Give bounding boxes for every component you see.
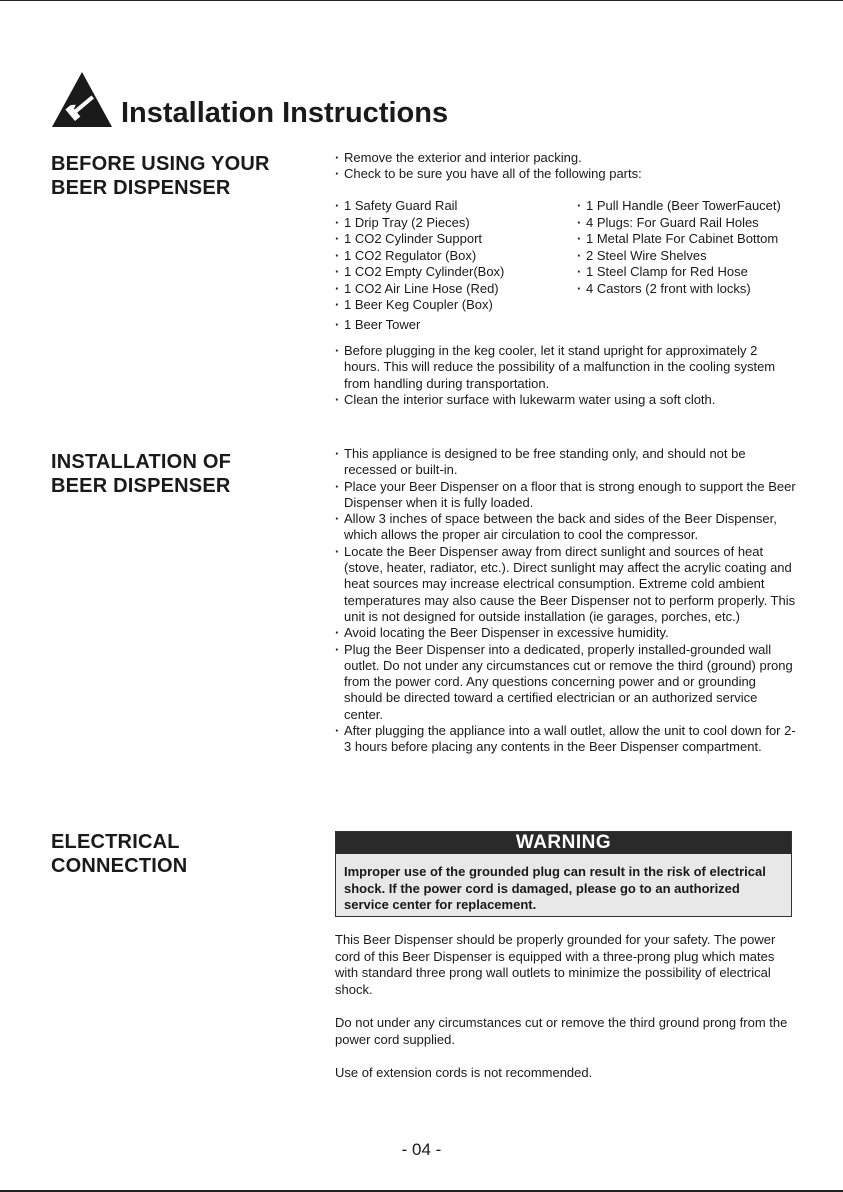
list-item: · 1 CO2 Air Line Hose (Red) [335, 281, 504, 298]
list-item: · 1 Drip Tray (2 Pieces) [335, 215, 504, 232]
list-item: · 1 Steel Clamp for Red Hose [577, 264, 781, 281]
list-item: · Allow 3 inches of space between the back and sides of the Beer Dispenser, which allows the proper air circulation to cool the compressor. [335, 511, 797, 544]
section-heading-electrical: ELECTRICAL CONNECTION [51, 831, 188, 877]
warning-text: Improper use of the grounded plug can result in the risk of electrical shock. If the power cord is damaged, please go to an authorized service center for replacement. [344, 864, 766, 912]
electrical-paragraph: Use of extension cords is not recommended. [335, 1065, 593, 1080]
before-using-notes [335, 343, 795, 408]
list-item: · 1 CO2 Empty Cylinder(Box) [335, 264, 504, 281]
list-item: · Place your Beer Dispenser on a floor that is strong enough to support the Beer Dispenser when it is fully loaded. [335, 479, 797, 512]
parts-list-left [335, 198, 504, 333]
list-item: · 1 Safety Guard Rail [335, 198, 504, 215]
list-item: · After plugging the appliance into a wall outlet, allow the unit to cool down for 2-3 hours before placing any contents in the Beer Dispenser compartment. [335, 723, 797, 756]
section-heading-installation: INSTALLATION OF BEER DISPENSER [51, 451, 232, 497]
list-item: · 4 Plugs: For Guard Rail Holes [577, 215, 781, 232]
parts-list-right [577, 198, 781, 297]
warning-title: WARNING [336, 832, 791, 854]
list-item: · This appliance is designed to be free standing only, and should not be recessed or built-in. [335, 446, 797, 479]
list-item: · Locate the Beer Dispenser away from direct sunlight and sources of heat (stove, heater, radiator, etc.). Direct sunlight may affect the acrylic coating and heat sources may increase electrical consumption. Extreme cold ambient temperatures may also cause the Beer Dispenser not to perform properly. This unit is not designed for outside installation (ie garages, porches, etc.) [335, 544, 797, 625]
warning-box [335, 831, 792, 917]
list-item: · Remove the exterior and interior packing. [335, 150, 795, 166]
list-item: · 1 CO2 Regulator (Box) [335, 248, 504, 265]
list-item: · Plug the Beer Dispenser into a dedicated, properly installed-grounded wall outlet. Do not under any circumstances cut or remove the third (ground) prong from the power cord. Any questions concerning power and or grounding should be directed toward a certified electrician or an authorized service center. [335, 642, 797, 723]
page-title: Installation Instructions [121, 97, 449, 129]
page-number: - 04 - [401, 1140, 442, 1159]
list-item: · Clean the interior surface with lukewarm water using a soft cloth. [335, 392, 795, 408]
list-item: · 2 Steel Wire Shelves [577, 248, 781, 265]
list-item: · 1 Beer Tower [335, 317, 504, 334]
section-heading-before-using: BEFORE USING YOUR BEER DISPENSER [51, 153, 270, 199]
list-item: · Avoid locating the Beer Dispenser in excessive humidity. [335, 625, 797, 641]
list-item: · 1 Pull Handle (Beer TowerFaucet) [577, 198, 781, 215]
top-rule [0, 0, 843, 1]
before-using-intro [335, 150, 795, 183]
list-item: · Check to be sure you have all of the following parts: [335, 166, 795, 182]
list-item: · 1 Metal Plate For Cabinet Bottom [577, 231, 781, 248]
list-item: · Before plugging in the keg cooler, let it stand upright for approximately 2 hours. This will reduce the possibility of a malfunction in the cooling system from handling during transportation. [335, 343, 795, 392]
list-item: · 4 Castors (2 front with locks) [577, 281, 781, 298]
list-item: · 1 Beer Keg Coupler (Box) [335, 297, 504, 314]
electrical-paragraph: Do not under any circumstances cut or remove the third ground prong from the power cord supplied. [335, 1015, 788, 1047]
electrical-paragraph: This Beer Dispenser should be properly grounded for your safety. The power cord of this Beer Dispenser is equipped with a three-prong plug which mates with standard three prong wall outlets to minimize the possibility of electrical shock. [335, 932, 776, 997]
installation-list [335, 446, 797, 756]
hammer-warning-triangle-icon [51, 70, 113, 128]
list-item: · 1 CO2 Cylinder Support [335, 231, 504, 248]
